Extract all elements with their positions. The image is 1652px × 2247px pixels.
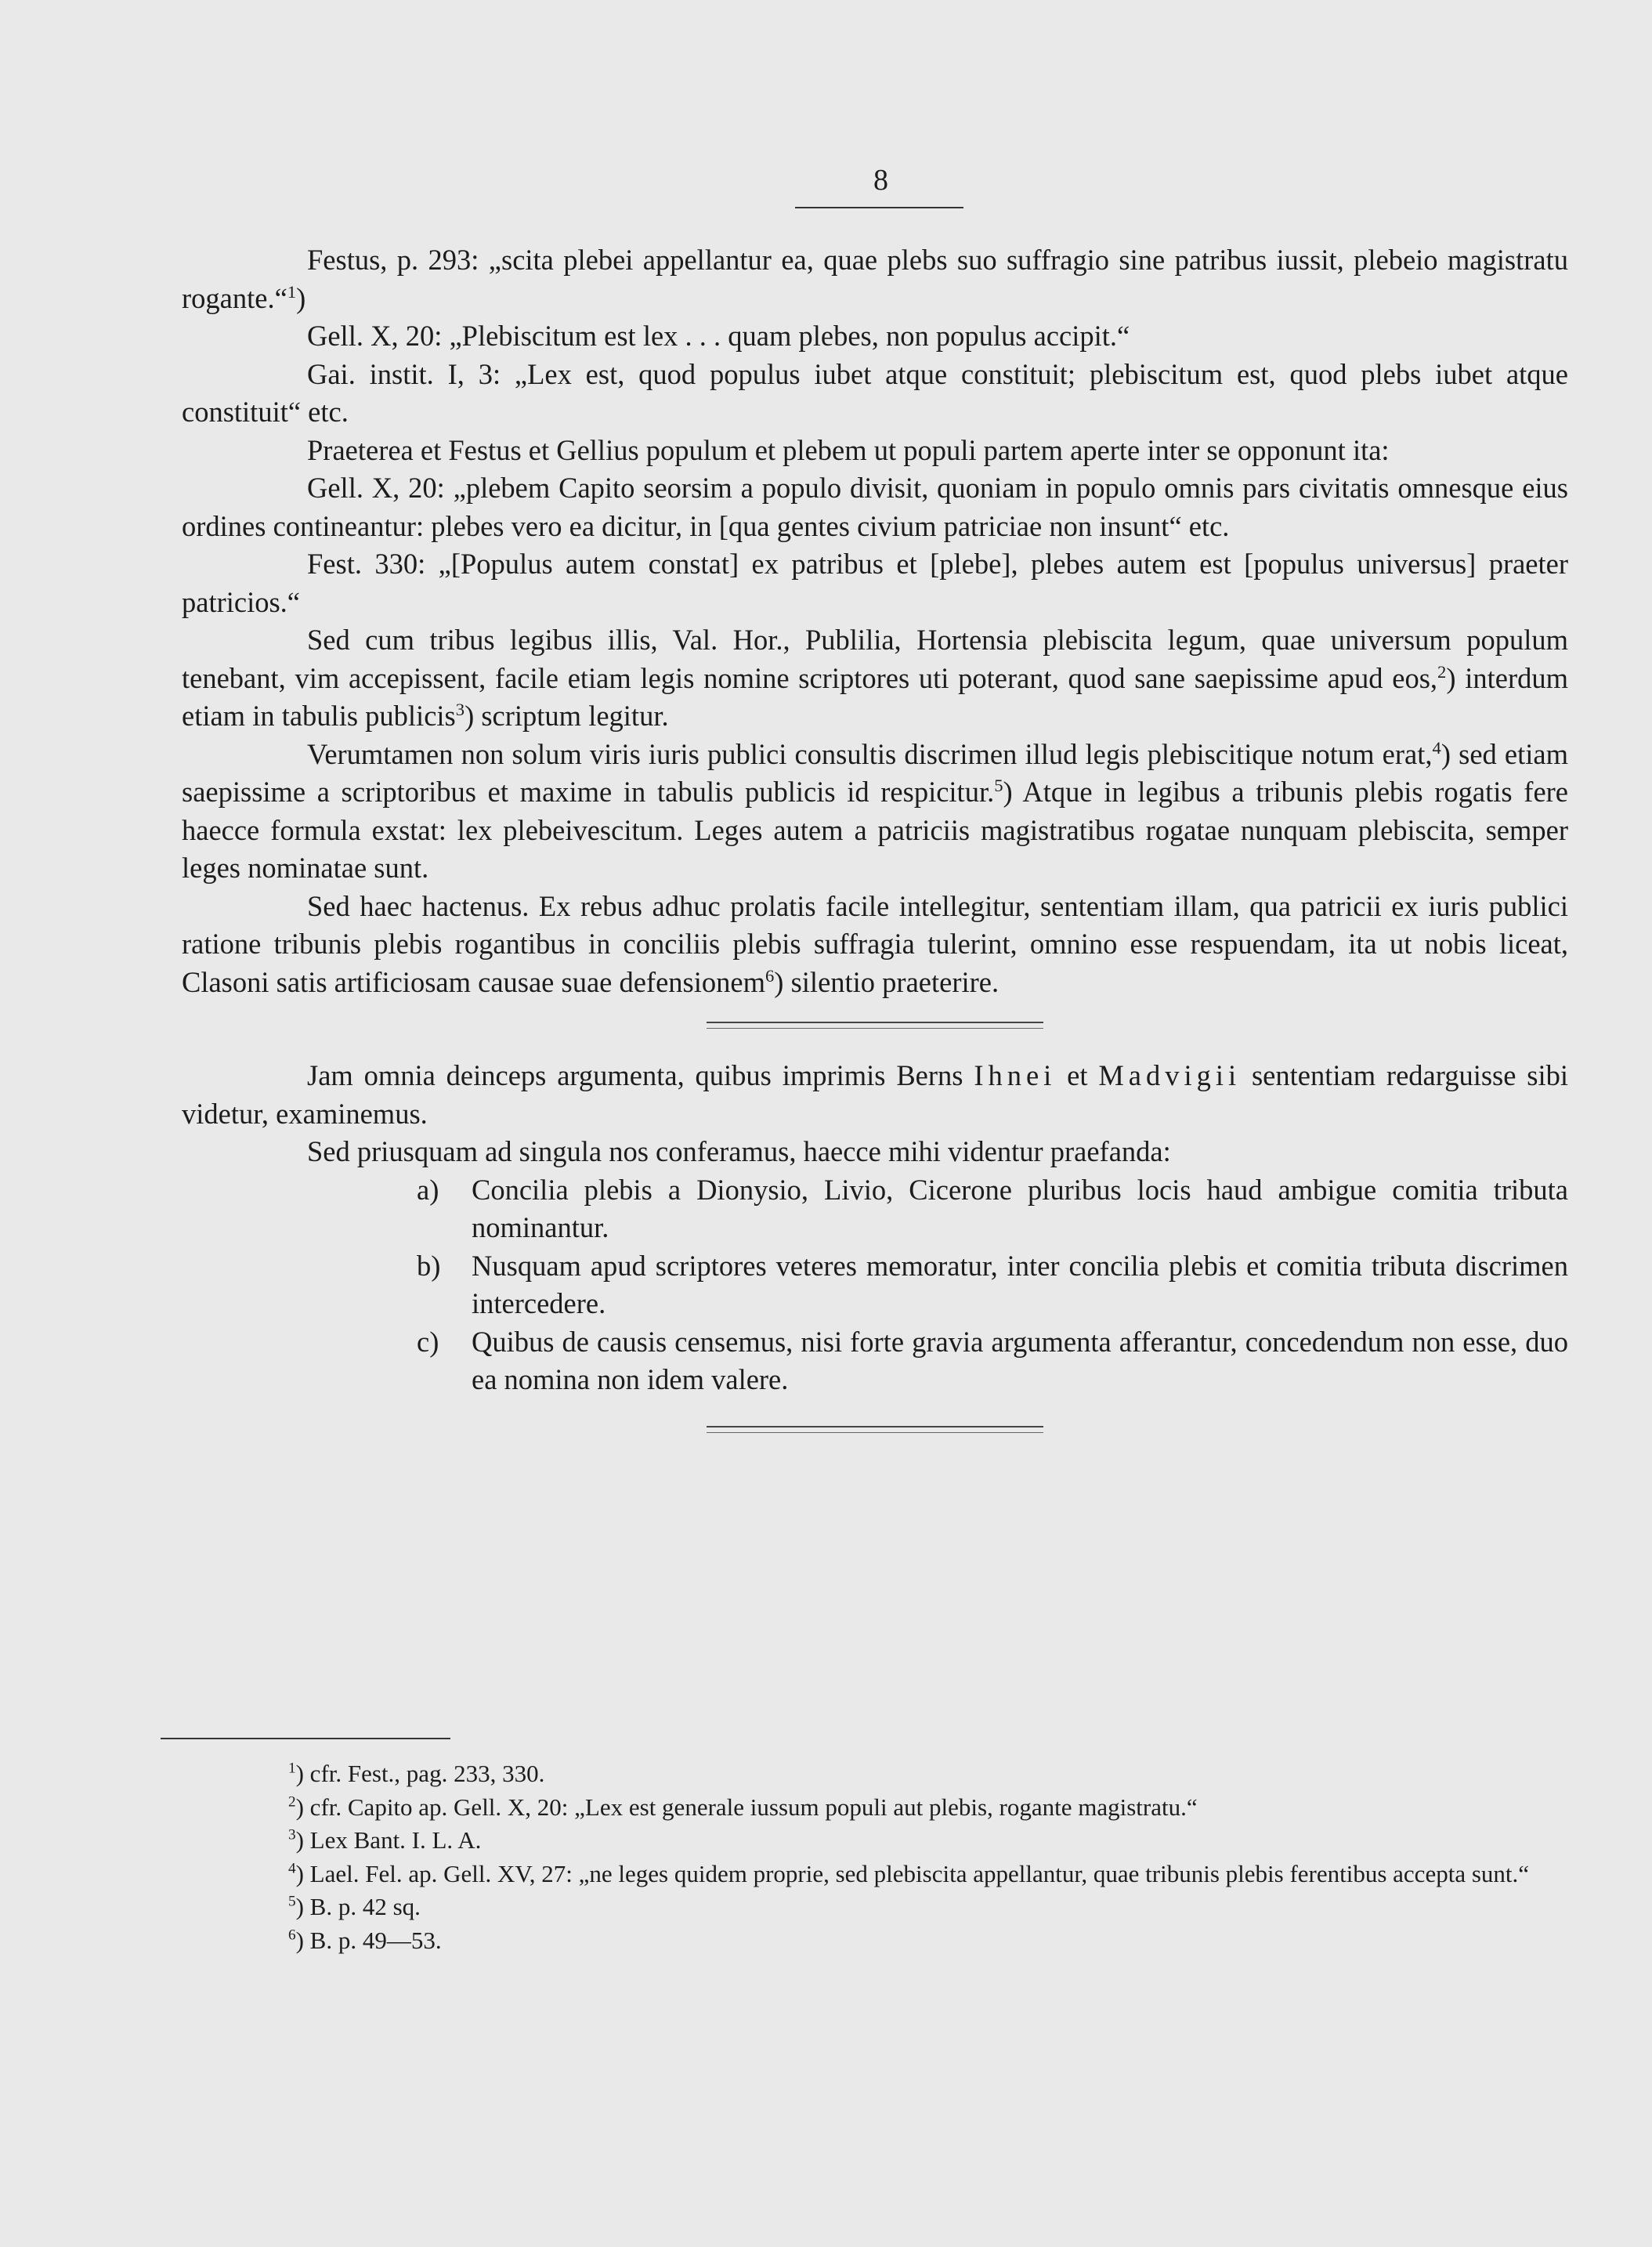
paragraph-verumtamen: Verumtamen non solum viris iuris publici consultis discrimen illud legis plebiscitique notum erat,$^4$) sed etiam saepissime a scriptoribus et maxime in tabulis publicis id respicitur.$^5$) Atque in legibus a tribunis plebis rogatis fere haecce formula exstat: lex plebeivescitum. Leges autem a patriciis magistratibus rogatae nunquam plebiscita, semper leges nominatae sunt.	[182, 737, 1568, 884]
paragraph-festus-populus: Fest. 330: „[Populus autem constat] ex patribus et [plebe], plebes autem est [populus universus] praeter patricios.“	[182, 548, 1568, 618]
paragraph-gellius-quote: Gell. X, 20: „Plebiscitum est lex . . . quam plebes, non populus accipit.“	[307, 320, 1130, 352]
main-text	[182, 227, 1568, 1461]
footnotes	[157, 1757, 1551, 1957]
page-number: 8	[873, 164, 888, 197]
footnote: $^2$) cfr. Capito ap. Gell. X, 20: „Lex est generale iussum populi aut plebis, rogante magistratu.“	[288, 1793, 1198, 1821]
paragraph-festus: Festus, p. 293: „scita plebei appellantur ea, quae plebs suo suffragio sine patribus iussit, plebeio magistratu rogante.“$^1$)	[182, 244, 1568, 314]
paragraph-gellius-capito: Gell. X, 20: „plebem Capito seorsim a populo divisit, quoniam in populo omnis pars civitatis omnesque eius ordines contineantur: plebes vero ea dicitur, in [qua gentes civium patriciae non insunt“ etc.	[182, 472, 1568, 542]
propositions-list	[417, 1171, 1568, 1399]
footnote-rule	[161, 1738, 450, 1739]
footnote: $^1$) cfr. Fest., pag. 233, 330.	[288, 1760, 545, 1787]
paragraph-jam-omnia: Jam omnia deinceps argumenta, quibus imprimis Berns Ihnei et Madvigii sententiam redarguisse sibi videtur, examinemus.	[182, 1059, 1569, 1130]
footnote: $^6$) B. p. 49—53.	[288, 1926, 442, 1954]
list-item: b) Nusquam apud scriptores veteres memoratur, inter concilia plebis et comitia tributa discrimen intercedere.	[417, 1249, 1568, 1319]
list-item: c) Quibus de causis censemus, nisi forte gravia argumenta afferantur, concedendum non esse, duo ea nomina non idem valere.	[417, 1325, 1568, 1395]
paragraph-sed-haec: Sed haec hactenus. Ex rebus adhuc prolatis facile intellegitur, sententiam illam, qua patricii ex iuris publici ratione tribunis plebis rogantibus in conciliis plebis suffragia tulerint, omnino esse respuendam, ita ut nobis liceat, Clasoni satis artificiosam causae suae defensionem$^6$) silentio praeterire.	[182, 889, 1568, 998]
section-separator	[707, 1426, 1043, 1433]
footnote: $^4$) Lael. Fel. ap. Gell. XV, 27: „ne leges quidem proprie, sed plebiscita appellantur, quae tribunis plebis ferentibus accepta sunt.“	[288, 1859, 1530, 1887]
footnote: $^5$) B. p. 42 sq.	[288, 1893, 421, 1920]
paragraph-sed-priusquam: Sed priusquam ad singula nos conferamus, haecce mihi videntur praefanda:	[307, 1135, 1171, 1167]
paragraph-praeterea: Praeterea et Festus et Gellius populum et plebem ut populi partem aperte inter se opponunt ita:	[307, 433, 1390, 466]
paragraph-gaius-quote: Gai. instit. I, 3: „Lex est, quod populus iubet atque constituit; plebiscitum est, quod plebs iubet atque constituit“ etc.	[182, 357, 1568, 428]
paragraph-sed-cum: Sed cum tribus legibus illis, Val. Hor., Publilia, Hortensia plebiscita legum, quae universum populum tenebant, vim accepissent, facile etiam legis nomine scriptores uti poterant, quod sane saepissime apud eos,$^2$) interdum etiam in tabulis publicis$^3$) scriptum legitur.	[182, 624, 1568, 732]
list-item: a) Concilia plebis a Dionysio, Livio, Cicerone pluribus locis haud ambigue comitia tributa nominantur.	[417, 1173, 1568, 1243]
footnote: $^3$) Lex Bant. I. L. A.	[288, 1826, 482, 1854]
header-rule	[795, 207, 963, 208]
section-separator	[707, 1022, 1043, 1029]
